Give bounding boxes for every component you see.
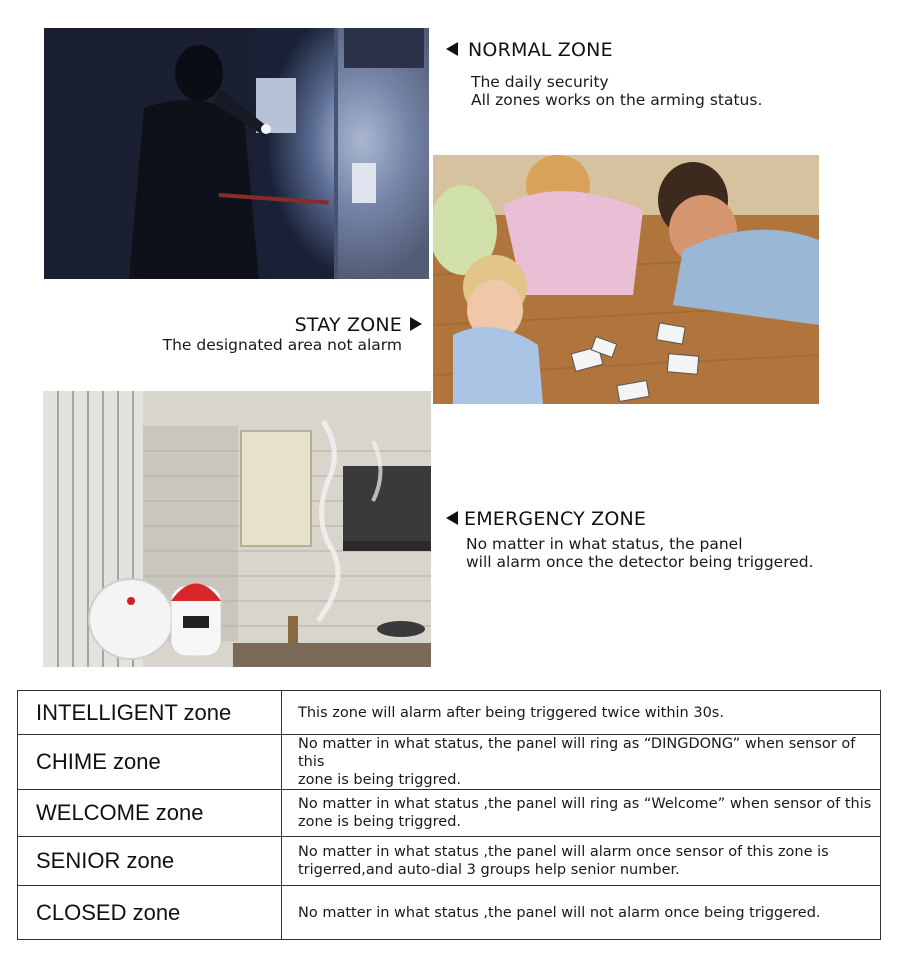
table-row [18,886,881,940]
zone-desc-cell: No matter in what status ,the panel will not alarm once being triggered. [282,886,881,940]
left-triangle-icon [446,42,458,56]
emergency-zone-block [446,508,814,571]
right-triangle-icon [410,317,422,331]
normal-zone-line: All zones works on the arming status. [471,91,763,109]
kitchen-photo [43,391,431,667]
zone-name-cell: CHIME zone [18,735,282,790]
normal-zone-title: NORMAL ZONE [446,39,762,61]
emergency-zone-line: will alarm once the detector being triggered. [466,553,814,571]
zone-name-cell: SENIOR zone [18,837,282,886]
zones-table [17,690,881,940]
stay-zone-line: The designated area not alarm [162,336,402,354]
zone-name-cell: INTELLIGENT zone [18,691,282,735]
table-row [18,735,881,790]
zone-desc-cell: This zone will alarm after being triggered twice within 30s. [282,691,881,735]
normal-zone-line: The daily security [471,73,609,91]
normal-zone-block [446,39,762,109]
zone-name-cell: CLOSED zone [18,886,282,940]
table-row [18,790,881,837]
table-row [18,691,881,735]
emergency-zone-line: No matter in what status, the panel [466,535,743,553]
emergency-zone-title: EMERGENCY ZONE [446,508,814,530]
left-triangle-icon [446,511,458,525]
zone-desc-cell: No matter in what status, the panel will ring as “DINGDONG” when sensor of this zone is being triggred. [282,735,881,790]
burglar-photo [44,28,429,279]
stay-zone-block [150,314,422,354]
table-row [18,837,881,886]
zone-name-cell: WELCOME zone [18,790,282,837]
zone-desc-cell: No matter in what status ,the panel will ring as “Welcome” when sensor of this zone is being triggred. [282,790,881,837]
stay-zone-title: STAY ZONE [150,314,422,336]
zone-desc-cell: No matter in what status ,the panel will alarm once sensor of this zone is trigerred,and auto-dial 3 groups help senior number. [282,837,881,886]
family-photo [433,155,819,404]
